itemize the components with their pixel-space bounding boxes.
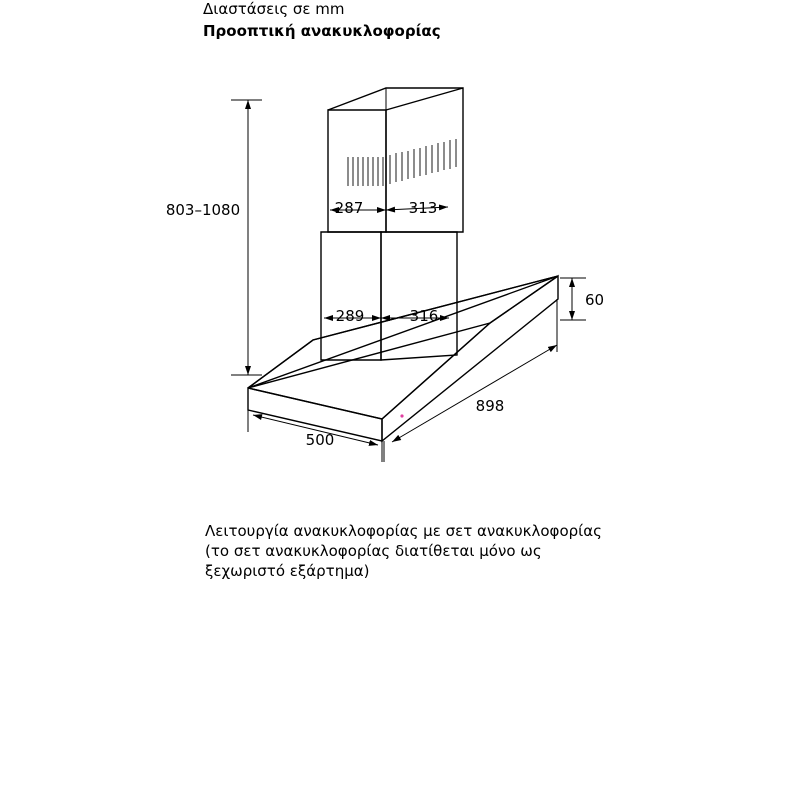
dim-hood-width: 898	[475, 397, 505, 415]
dim-hood-depth-front: 500	[305, 431, 335, 449]
dim-chimney-top-right: 313	[408, 199, 438, 217]
diagram-caption: Λειτουργία ανακυκλοφορίας με σετ ανακυκλοφορίας (το σετ ανακυκλοφορίας διατίθεται μόνο ως ξεχωριστό εξάρτημα)	[205, 522, 602, 580]
dim-chimney-bottom-right: 316	[409, 307, 439, 325]
dim-chimney-top-left: 287	[334, 199, 364, 217]
page-title: Προοπτική ανακυκλοφορίας	[203, 22, 441, 40]
page-subtitle: Διαστάσεις σε mm	[203, 0, 345, 18]
hood-marker-dot	[400, 414, 403, 417]
dim-height-range: 803–1080	[165, 201, 241, 219]
dim-hood-depth-right: 60	[585, 291, 605, 309]
dim-chimney-bottom-left: 289	[335, 307, 365, 325]
